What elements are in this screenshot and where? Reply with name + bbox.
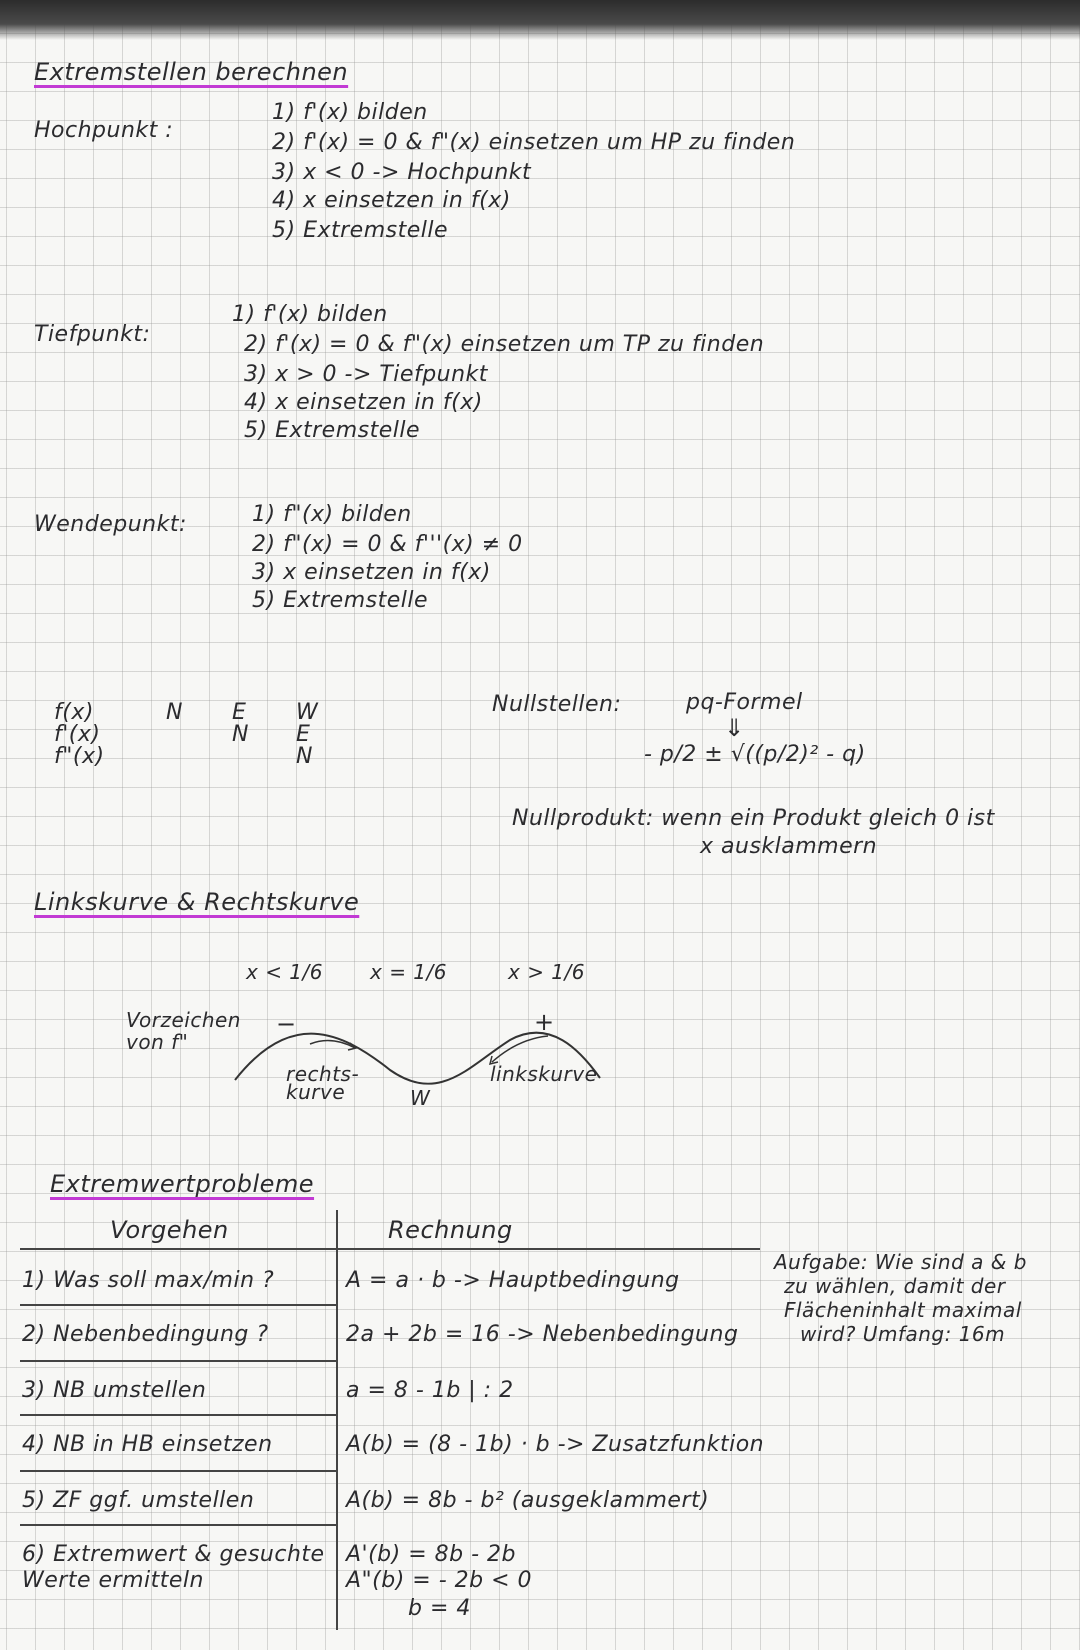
condition-mid: x = 1/6 <box>370 960 447 984</box>
hochpunkt-step: 2) f'(x) = 0 & f"(x) einsetzen um HP zu finden <box>272 130 796 155</box>
rechtskurve-label: rechts- <box>286 1062 360 1086</box>
rechtskurve-label: kurve <box>286 1080 346 1104</box>
aufgabe-line: zu wählen, damit der <box>784 1274 1006 1298</box>
table-row-label: f(x) <box>54 700 94 725</box>
page-top-edge <box>0 0 1080 40</box>
hochpunkt-step: 3) x < 0 -> Hochpunkt <box>272 160 532 185</box>
rechnung-line: 2a + 2b = 16 -> Nebenbedingung <box>346 1322 739 1347</box>
row-rule <box>20 1304 336 1306</box>
nullprodukt-line: x ausklammern <box>700 834 878 859</box>
table-cell: N <box>296 744 313 769</box>
tiefpunkt-step: 3) x > 0 -> Tiefpunkt <box>244 362 488 387</box>
vorgehen-step: 6) Extremwert & gesuchte <box>22 1542 325 1567</box>
rechnung-line: b = 4 <box>408 1596 471 1621</box>
hochpunkt-step: 5) Extremstelle <box>272 218 449 243</box>
table-row-label: f"(x) <box>54 744 105 769</box>
tiefpunkt-label: Tiefpunkt: <box>34 322 151 347</box>
sign-plus: + <box>534 1008 555 1036</box>
vorgehen-step: 5) ZF ggf. umstellen <box>22 1488 255 1513</box>
rechnung-line: A = a · b -> Hauptbedingung <box>346 1268 680 1293</box>
aufgabe-line: Flächeninhalt maximal <box>784 1298 1022 1322</box>
table-cell: E <box>232 700 247 725</box>
sign-minus: − <box>276 1010 297 1038</box>
wendepunkt-label: Wendepunkt: <box>34 512 187 537</box>
aufgabe-line: wird? Umfang: 16m <box>800 1322 1006 1346</box>
vorgehen-step: 1) Was soll max/min ? <box>22 1268 275 1293</box>
pq-formel-label: pq-Formel <box>686 690 803 715</box>
row-rule <box>20 1524 336 1526</box>
nullstellen-label: Nullstellen: <box>492 692 622 717</box>
row-rule <box>20 1414 336 1416</box>
table-cell: E <box>296 722 311 747</box>
tiefpunkt-step: 1) f'(x) bilden <box>232 302 388 327</box>
table-row-label: f'(x) <box>54 722 101 747</box>
kurven-heading: Linkskurve & Rechtskurve <box>34 888 360 916</box>
vorzeichen-label: Vorzeichen <box>126 1008 241 1032</box>
rechnung-line: a = 8 - 1b | : 2 <box>346 1378 514 1403</box>
condition-left: x < 1/6 <box>246 960 323 984</box>
tiefpunkt-step: 4) x einsetzen in f(x) <box>244 390 483 415</box>
table-rule <box>20 1248 760 1250</box>
wendepunkt-step: 3) x einsetzen in f(x) <box>252 560 491 585</box>
hochpunkt-step: 1) f'(x) bilden <box>272 100 428 125</box>
page-title: Extremstellen berechnen <box>34 58 349 86</box>
pq-formula: - p/2 ± √((p/2)² - q) <box>644 742 866 767</box>
column-divider <box>336 1210 338 1630</box>
down-arrow-icon: ⇓ <box>724 714 745 742</box>
wendepunkt-step: 2) f"(x) = 0 & f'''(x) ≠ 0 <box>252 532 523 557</box>
linkskurve-label: linkskurve <box>490 1062 598 1086</box>
rechnung-header: Rechnung <box>388 1216 513 1244</box>
table-cell: N <box>232 722 249 747</box>
vorgehen-step: 3) NB umstellen <box>22 1378 207 1403</box>
vorgehen-header: Vorgehen <box>110 1216 229 1244</box>
vorgehen-step: Werte ermitteln <box>22 1568 204 1593</box>
hochpunkt-step: 4) x einsetzen in f(x) <box>272 188 511 213</box>
extremwert-heading: Extremwertprobleme <box>50 1170 315 1198</box>
wendepunkt-step: 5) Extremstelle <box>252 588 429 613</box>
rechnung-line: A"(b) = - 2b < 0 <box>346 1568 533 1593</box>
tiefpunkt-step: 2) f'(x) = 0 & f"(x) einsetzen um TP zu finden <box>244 332 765 357</box>
table-cell: W <box>296 700 319 725</box>
tiefpunkt-step: 5) Extremstelle <box>244 418 421 443</box>
row-rule <box>20 1470 336 1472</box>
hochpunkt-label: Hochpunkt : <box>34 118 174 143</box>
rechnung-line: A(b) = (8 - 1b) · b -> Zusatzfunktion <box>346 1432 765 1457</box>
condition-right: x > 1/6 <box>508 960 585 984</box>
vorzeichen-label: von f" <box>126 1030 189 1054</box>
vorgehen-step: 4) NB in HB einsetzen <box>22 1432 273 1457</box>
wendepunkt-marker: W <box>410 1086 431 1110</box>
rechnung-line: A(b) = 8b - b² (ausgeklammert) <box>346 1488 710 1513</box>
rechnung-line: A'(b) = 8b - 2b <box>346 1542 516 1567</box>
table-cell: N <box>166 700 183 725</box>
vorgehen-step: 2) Nebenbedingung ? <box>22 1322 269 1347</box>
row-rule <box>20 1360 336 1362</box>
wendepunkt-step: 1) f"(x) bilden <box>252 502 412 527</box>
aufgabe-line: Aufgabe: Wie sind a & b <box>774 1250 1027 1274</box>
nullprodukt-line: Nullprodukt: wenn ein Produkt gleich 0 ist <box>512 806 995 831</box>
